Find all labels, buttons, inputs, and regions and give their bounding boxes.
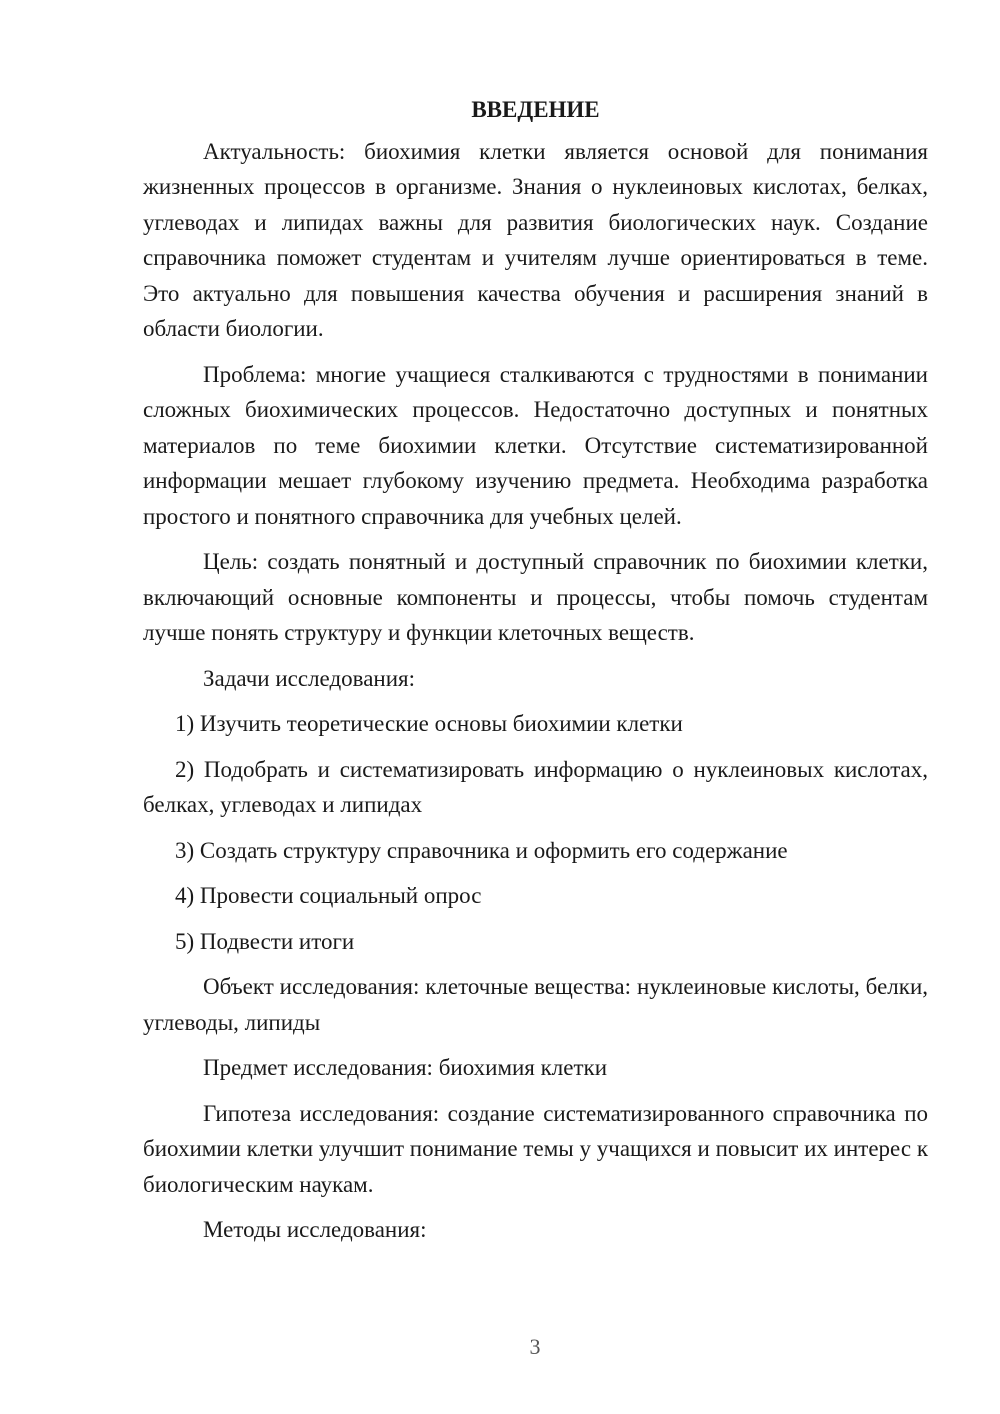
document-body (143, 92, 928, 1258)
object-paragraph: Объект исследования: клеточные вещества: нуклеиновые кислоты, белки, углеводы, липиды (143, 974, 928, 1035)
task-item-5: 5) Подвести итоги (175, 928, 355, 954)
tasks-heading: Задачи исследования: (203, 665, 416, 691)
relevance-paragraph: Актуальность: биохимия клетки является основой для понимания жизненных процессов в организме. Знания о нуклеиновых кислотах, белках, углеводах и липидах важны для развития биологических наук. Создание справочника поможет студентам и учителям лучше ориентироваться в теме. Это актуально для повышения качества обучения и расширения знаний в области биологии. (143, 138, 928, 341)
goal-paragraph: Цель: создать понятный и доступный справочник по биохимии клетки, включающий основные компоненты и процессы, чтобы помочь студентам лучше понять структуру и функции клеточных веществ. (143, 549, 928, 645)
hypothesis-paragraph: Гипотеза исследования: создание систематизированного справочника по биохимии клетки улучшит понимание темы у учащихся и повысит их интерес к биологическим наукам. (143, 1100, 928, 1197)
methods-heading: Методы исследования: (203, 1217, 427, 1242)
page-number: 3 (529, 1334, 541, 1359)
task-item-2: 2) Подобрать и систематизировать информацию о нуклеиновых кислотах, белках, углеводах и липидах (143, 756, 928, 817)
section-title: ВВЕДЕНИЕ (471, 97, 600, 122)
subject-paragraph: Предмет исследования: биохимия клетки (203, 1055, 608, 1080)
task-item-4: 4) Провести социальный опрос (175, 883, 482, 908)
task-item-1: 1) Изучить теоретические основы биохимии клетки (175, 711, 683, 736)
task-item-3: 3) Создать структуру справочника и оформить его содержание (175, 837, 788, 863)
problem-paragraph: Проблема: многие учащиеся сталкиваются с трудностями в понимании сложных биохимических процессов. Недостаточно доступных и понятных материалов по теме биохимии клетки. Отсутствие систематизированной информации мешает глубокому изучению предмета. Необходима разработка простого и понятного справочника для учебных целей. (143, 361, 928, 529)
